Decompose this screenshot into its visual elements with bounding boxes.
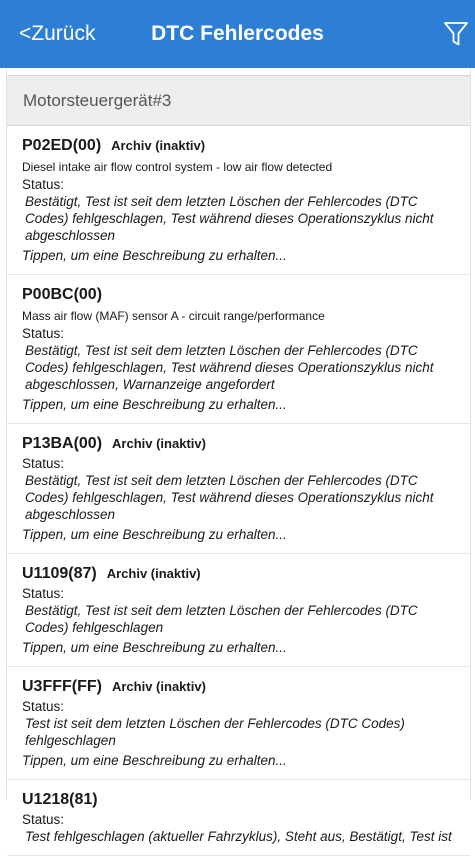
dtc-tap-hint: Tippen, um eine Beschreibung zu erhalten...: [22, 527, 287, 542]
dtc-code-row: [22, 433, 456, 455]
page-title: DTC Fehlercodes: [151, 22, 324, 45]
dtc-list-item[interactable]: [7, 667, 470, 780]
dtc-status-text: Test fehlgeschlagen (aktueller Fahrzyklus), Steht aus, Bestätigt, Test ist: [25, 829, 452, 844]
dtc-description: Diesel intake air flow control system - low air flow detected: [22, 160, 333, 174]
dtc-list-container[interactable]: [6, 68, 471, 844]
dtc-state-badge: Archiv (inaktiv): [106, 566, 201, 581]
dtc-list-item[interactable]: [7, 554, 470, 667]
top-app-bar: [0, 0, 475, 68]
dtc-status-text: Bestätigt, Test ist seit dem letzten Löschen der Fehlercodes (DTC Codes) fehlgeschlagen: [25, 603, 418, 635]
dtc-status-label: Status:: [22, 326, 65, 341]
dtc-state-badge: Archiv (inaktiv): [112, 436, 206, 451]
dtc-list: [7, 126, 470, 856]
dtc-description: Mass air flow (MAF) sensor A - circuit range/performance: [22, 309, 325, 323]
dtc-tap-hint: Tippen, um eine Beschreibung zu erhalten...: [22, 640, 287, 655]
dtc-tap-hint: Tippen, um eine Beschreibung zu erhalten...: [22, 753, 287, 768]
section-header: Motorsteuergerät#3: [7, 75, 470, 126]
dtc-code: P02ED(00): [22, 137, 102, 154]
dtc-status-label: Status:: [22, 586, 65, 601]
dtc-state-badge: Archiv (inaktiv): [111, 679, 206, 694]
dtc-code-row: [22, 789, 456, 811]
dtc-code: P13BA(00): [22, 435, 103, 452]
dtc-code-row: [22, 563, 456, 585]
dtc-status-label: Status:: [22, 456, 65, 471]
dtc-status-text: Bestätigt, Test ist seit dem letzten Löschen der Fehlercodes (DTC Codes) fehlgeschlagen, Test während dieses Operationszyklus nicht abgeschlossen: [25, 194, 434, 243]
dtc-code: U1109(87): [22, 565, 97, 582]
back-button[interactable]: <Zurück: [19, 22, 96, 45]
dtc-status-label: Status:: [22, 812, 65, 827]
dtc-status-label: Status:: [22, 699, 65, 714]
dtc-code: U3FFF(FF): [22, 678, 102, 695]
dtc-code: U1218(81): [22, 791, 98, 808]
filter-funnel-icon[interactable]: [443, 20, 469, 48]
dtc-status-text: Bestätigt, Test ist seit dem letzten Löschen der Fehlercodes (DTC Codes) fehlgeschlagen, Test während dieses Operationszyklus nicht abgeschlossen, Warnanzeige angefordert: [25, 343, 434, 392]
dtc-list-item[interactable]: [7, 424, 470, 554]
dtc-status-label: Status:: [22, 177, 65, 192]
dtc-list-item[interactable]: [7, 275, 470, 424]
dtc-list-item[interactable]: [7, 780, 470, 856]
dtc-code-row: [22, 135, 456, 157]
dtc-status-text: Bestätigt, Test ist seit dem letzten Löschen der Fehlercodes (DTC Codes) fehlgeschlagen, Test während dieses Operationszyklus nicht abgeschlossen: [25, 473, 434, 522]
dtc-tap-hint: Tippen, um eine Beschreibung zu erhalten...: [22, 248, 287, 263]
dtc-code-row: [22, 676, 456, 698]
dtc-state-badge: Archiv (inaktiv): [111, 138, 206, 153]
dtc-status-text: Test ist seit dem letzten Löschen der Fehlercodes (DTC Codes) fehlgeschlagen: [25, 716, 405, 748]
dtc-tap-hint: Tippen, um eine Beschreibung zu erhalten...: [22, 397, 287, 412]
dtc-code: P00BC(00): [22, 286, 103, 303]
dtc-list-item[interactable]: [7, 126, 470, 275]
dtc-code-row: [22, 284, 456, 306]
